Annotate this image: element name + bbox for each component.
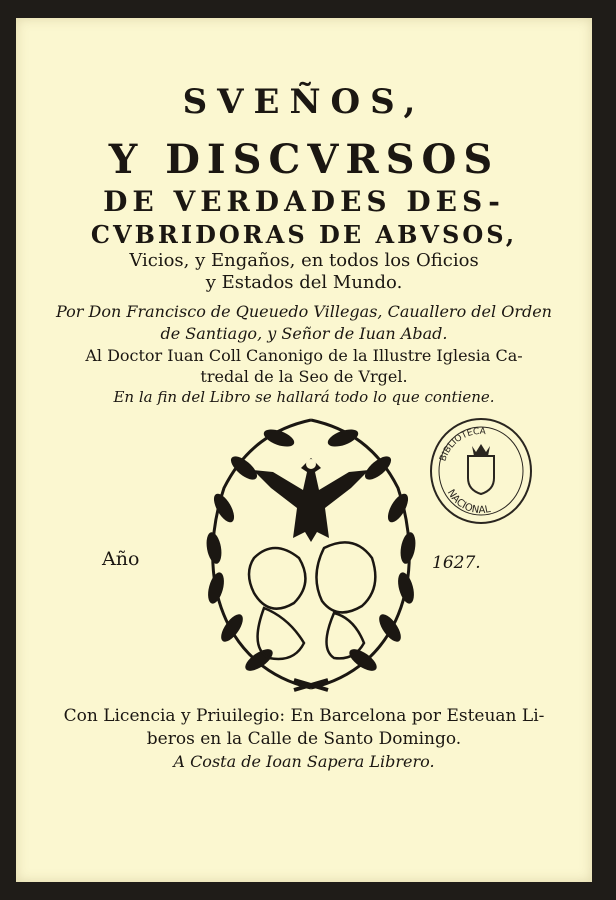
dedication-line-1: Al Doctor Iuan Coll Canonigo de la Illustre Iglesia Ca-: [85, 346, 523, 365]
author-line-2: de Santiago, y Señor de Iuan Abad.: [160, 324, 448, 343]
imprint-line-2: beros en la Calle de Santo Domingo.: [146, 729, 462, 749]
title-line-1: SVEÑOS,: [182, 82, 426, 122]
publication-year: 1627.: [432, 553, 481, 573]
title-line-4: CVBRIDORAS DE ABVSOS,: [90, 220, 518, 249]
author-line-1: Por Don Francisco de Queuedo Villegas, Cauallero del Orden: [56, 302, 552, 321]
title-page: [16, 18, 592, 882]
eagle-icon: [253, 458, 369, 542]
laurel-wreath-icon: [184, 408, 438, 708]
svg-text:NACIONAL: NACIONAL: [444, 487, 492, 517]
imprint-line-3: A Costa de Ioan Sapera Librero.: [173, 752, 435, 771]
subtitle-line-2: y Estados del Mundo.: [205, 272, 403, 293]
contents-note: En la fin del Libro se hallará todo lo que contiene.: [113, 388, 495, 406]
dedication-line-2: tredal de la Seo de Vrgel.: [200, 367, 408, 386]
imprint-line-1: Con Licencia y Priuilegio: En Barcelona por Esteuan Li-: [63, 706, 545, 726]
library-stamp-icon: [426, 416, 536, 526]
anno-label: Año: [102, 548, 140, 570]
subtitle-line-1: Vicios, y Engaños, en todos los Oficios: [129, 250, 479, 271]
title-line-3: DE VERDADES DES-: [103, 185, 505, 218]
title-line-2: Y DISCVRSOS: [108, 136, 500, 183]
svg-text:BIBLIOTECA: BIBLIOTECA: [438, 426, 486, 463]
